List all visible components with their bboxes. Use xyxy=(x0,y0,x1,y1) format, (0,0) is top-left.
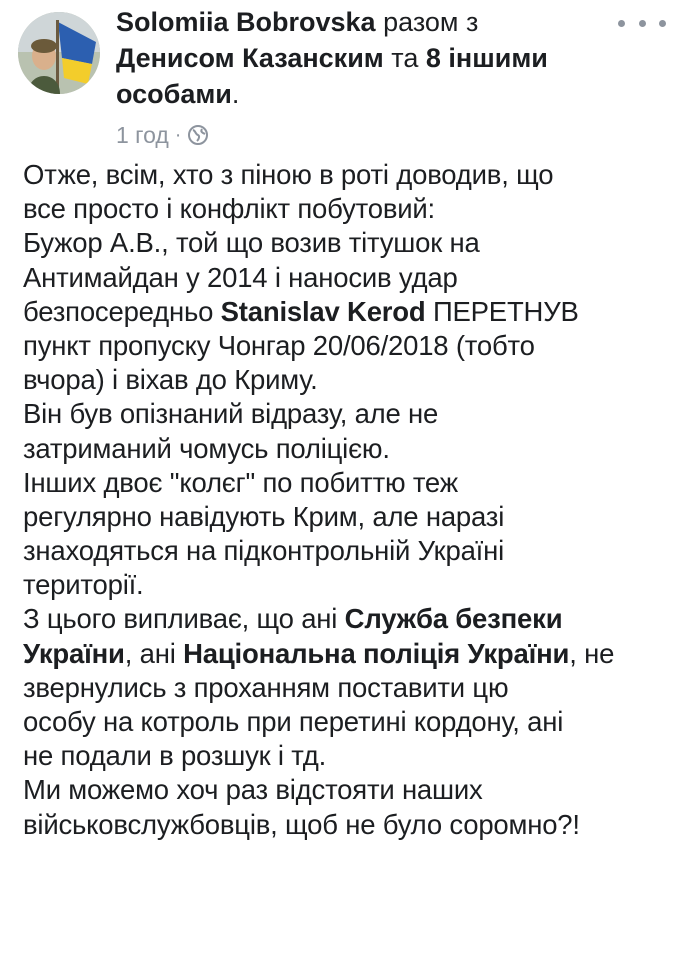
post-text-line: все просто і конфлікт побутовий: xyxy=(23,193,435,225)
text-segment: З цього випливає, що ані xyxy=(23,603,345,635)
others-link[interactable]: 8 іншими особами xyxy=(116,43,548,109)
post-text-line: не подали в розшук і тд. xyxy=(23,740,327,772)
with-text: разом з xyxy=(383,7,479,37)
post-text-line: Бужор А.В., той що возив тітушок на xyxy=(23,227,480,259)
post-text-line: звернулись з проханням поставити цю xyxy=(23,671,509,703)
text-segment: безпосередньо xyxy=(23,295,221,327)
post-text-line xyxy=(23,295,673,329)
avatar-image xyxy=(18,12,100,94)
post-text-line: Він був опізнаний відразу, але не xyxy=(23,398,439,430)
text-segment: , не xyxy=(569,637,615,669)
post-text-line: території. xyxy=(23,569,144,601)
more-options-button[interactable] xyxy=(618,8,666,38)
post-text-line xyxy=(23,637,673,671)
post-attribution xyxy=(116,4,596,112)
more-dot xyxy=(659,20,666,27)
post-text-line: Інших двоє "колєг" по побиттю теж xyxy=(23,466,458,498)
more-dot xyxy=(639,20,646,27)
bold-text: України xyxy=(23,637,125,669)
bold-text: Служба безпеки xyxy=(344,603,563,635)
period: . xyxy=(231,79,240,109)
tagged-person-link[interactable]: Денисом Казанским xyxy=(116,43,384,73)
post-text-line: вчора) і віхав до Криму. xyxy=(23,364,318,396)
meta-separator: · xyxy=(174,123,182,146)
post-text-line: Антимайдан у 2014 і наносив удар xyxy=(23,261,458,293)
globe-icon[interactable] xyxy=(187,124,209,146)
post-meta xyxy=(116,120,209,150)
post-text-line: затриманий чомусь поліцією. xyxy=(23,432,390,464)
post-text-line xyxy=(23,602,673,636)
post-text-line: регулярно навідують Крим, але наразі xyxy=(23,500,505,532)
post-body xyxy=(23,158,673,842)
post-text-line: пункт пропуску Чонгар 20/06/2018 (тобто xyxy=(23,329,535,361)
post-text-line: особу на котроль при перетині кордону, ані xyxy=(23,706,564,737)
post-header xyxy=(0,0,685,160)
post-text-line: військовслужбовців, щоб не було соромно?! xyxy=(23,808,580,840)
text-segment: ПЕРЕТНУВ xyxy=(425,295,579,327)
more-horizontal-icon xyxy=(618,20,625,27)
and-text: та xyxy=(391,43,419,73)
bold-text: Національна поліція України xyxy=(183,637,570,669)
timestamp-link[interactable]: 1 год xyxy=(116,121,169,148)
post-text-line: знаходяться на підконтрольній Україні xyxy=(23,535,504,567)
text-segment: , ані xyxy=(124,637,184,669)
avatar[interactable] xyxy=(18,12,100,94)
post-text-line: Ми можемо хоч раз відстояти наших xyxy=(23,774,483,806)
post-text-line: Отже, всім, хто з піною в роті доводив, що xyxy=(23,159,554,190)
mention-link[interactable]: Stanislav Kerod xyxy=(220,295,426,327)
author-name[interactable]: Solomiia Bobrovska xyxy=(116,7,376,37)
